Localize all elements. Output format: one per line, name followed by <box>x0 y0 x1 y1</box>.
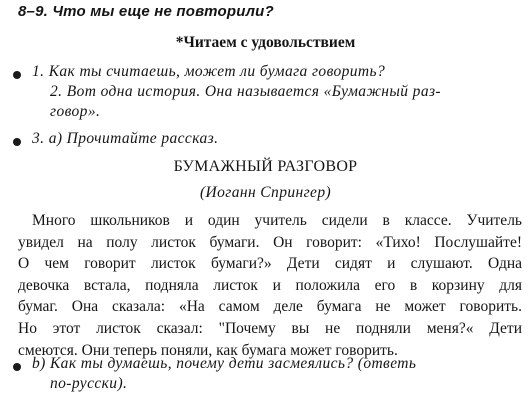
bullet-icon <box>13 71 21 79</box>
section-subheading: *Читаем с удовольствием <box>175 34 356 51</box>
story-author: (Иоганн Спрингер) <box>199 184 332 201</box>
story-line: О чем говорит листок бумаги?» Дети сидят и слушают. Одна <box>18 255 522 273</box>
task-3b-line-1: b) Как ты думаешь, почему дети засмеялись? (ответь <box>32 355 417 372</box>
bullet-icon <box>13 363 21 371</box>
story-line: девочка встала, подняла листок и положила его в корзину для <box>18 276 522 294</box>
story-line: смеются. Они теперь поняли, как бумага может говорить. <box>18 341 398 359</box>
story-text <box>18 210 522 361</box>
story-line: увидел на полу листок бумаги. Он говорит: «Тихо! Послушайте! <box>18 233 522 251</box>
task-2-line-1: 2. Вот одна история. Она называется «Бумажный раз- <box>50 83 441 100</box>
story-line: Много школьников и один учитель сидели в классе. Учитель <box>32 212 522 229</box>
story-line: бумаг. Она сказала: «На самом деле бумага не может говорить. <box>18 298 522 316</box>
task-3a: 3. а) Прочитайте рассказ. <box>32 130 219 147</box>
task-2-line-2: говор». <box>50 103 101 120</box>
task-3b-line-2: по-русски). <box>50 375 128 392</box>
section-heading: 8–9. Что мы еще не повторили? <box>18 3 274 20</box>
story-title: БУМАЖНЫЙ РАЗГОВОР <box>173 158 358 175</box>
task-1-line-1: 1. Как ты считаешь, может ли бумага говорить? <box>32 63 386 80</box>
story-line: Но этот листок сказал: "Почему вы не подняли меня?« Дети <box>18 319 522 337</box>
bullet-icon <box>13 138 21 146</box>
